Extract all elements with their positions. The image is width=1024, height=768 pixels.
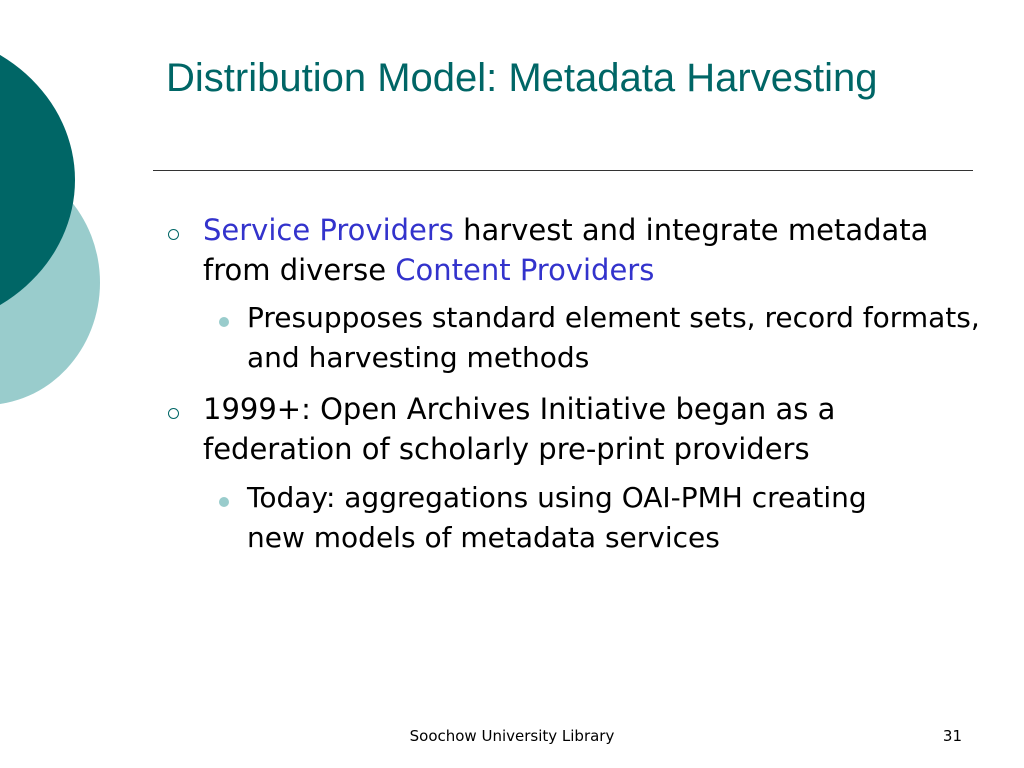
filled-dot-bullet-icon [219, 497, 229, 507]
page-number: 31 [942, 727, 962, 745]
bullet-item [203, 210, 983, 290]
hollow-circle-bullet-icon [168, 229, 179, 240]
bullet-text: harvest and integrate metadata from diverse [203, 213, 929, 287]
content-providers-term: Content Providers [395, 253, 655, 287]
slide-footer: Soochow University Library [409, 727, 615, 745]
hollow-circle-bullet-icon [168, 408, 179, 419]
sub-bullet-item: Presupposes standard element sets, record formats, and harvesting methods [247, 301, 980, 374]
sub-bullet-item: Today: aggregations using OAI-PMH creating new models of metadata services [247, 481, 867, 554]
service-providers-term: Service Providers [203, 213, 454, 247]
filled-dot-bullet-icon [219, 317, 229, 327]
slide-title: Distribution Model: Metadata Harvesting [166, 56, 878, 100]
bullet-item: 1999+: Open Archives Initiative began as a federation of scholarly pre-print providers [203, 392, 836, 466]
title-divider [153, 170, 973, 171]
